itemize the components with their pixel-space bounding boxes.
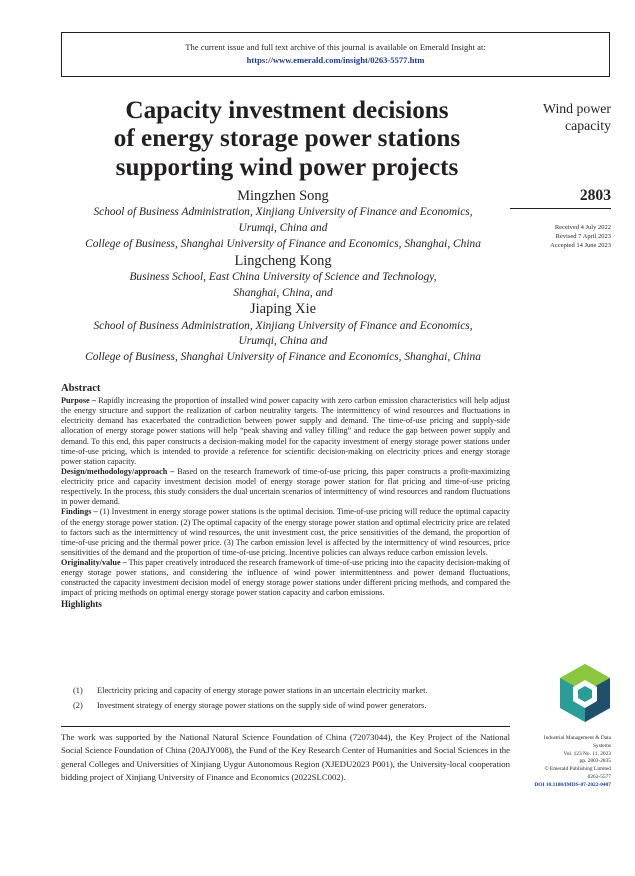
originality-text: This paper creatively introduced the research framework of time-of-use pricing into the capacity decision-making of energy storage power stations, and considering the influence of wind power intermittentness and power demand fluctuations, constructed the capacity investment decision model of energy storage power stations under different pricing methods, and compared the impact of pricing methods on optimal energy storage power station capacity and carbon emissions. (61, 558, 510, 598)
author-affiliation: Business School, East China University of Science and Technology, (129, 270, 437, 283)
highlight-text: Investment strategy of energy storage power stations on the supply side of wind power generators. (97, 701, 427, 710)
purpose-label: Purpose – (61, 396, 96, 405)
highlight-text: Electricity pricing and capacity of energy storage power stations in an uncertain electricity market. (97, 686, 428, 695)
author-name: Jiaping Xie (250, 301, 316, 318)
author-affiliation: College of Business, Shanghai University of Finance and Economics, Shanghai, China (85, 237, 481, 250)
journal-logo-icon (559, 663, 611, 723)
abstract-findings (61, 507, 510, 558)
journal-access-notice (61, 32, 610, 77)
journal-pages: pp. 2803-2835 (579, 758, 611, 765)
received-date: Received 4 July 2022 (554, 224, 611, 231)
highlight-number: (2) (73, 701, 83, 710)
author-affiliation: Urumqi, China and (238, 335, 328, 348)
notice-text: The current issue and full text archive of this journal is available on Emerald Insight at: (185, 42, 486, 52)
footnote-divider (61, 726, 510, 727)
abstract-heading: Abstract (61, 383, 101, 394)
journal-volume: Vol. 123 No. 11, 2023 (563, 750, 611, 757)
revised-date: Revised 7 April 2023 (555, 233, 611, 240)
journal-publisher: © Emerald Publishing Limited (544, 766, 611, 773)
author-affiliation: Shanghai, China, and (233, 286, 333, 299)
abstract-design (61, 467, 510, 508)
running-head-line: capacity (565, 118, 611, 133)
doi-link[interactable]: 10.1108/IMDS-07-2022-0407 (545, 781, 611, 788)
highlight-number: (1) (73, 686, 83, 695)
purpose-text: Rapidly increasing the proportion of installed wind power capacity with zero carbon emission characteristics will help adjust the energy structure and support the realization of carbon neutrality targets. The intermittency of wind resources and fluctuations in electricity demand has exacerbated the contradiction between power supply and demand. The time-of-use pricing and supply-side allocation of energy storage power stations will help “peak shaving and valley filling” and reduce the gap between power supply and demand. To this end, this paper constructs a decision-making model for the capacity investment of energy storage power stations under time-of-use pricing, which is intended to provide a reference for scientific decision-making on electricity prices and energy storage power station capacity. (61, 396, 510, 466)
accepted-date: Accepted 14 June 2023 (550, 242, 611, 249)
title-line: of energy storage power stations (113, 125, 461, 153)
author-affiliation: School of Business Administration, Xinjiang University of Finance and Economics, (93, 206, 473, 219)
sidebar-divider (510, 208, 611, 209)
highlight-item (73, 683, 518, 698)
journal-issn: 0263-5577 (587, 773, 611, 780)
highlights-list (73, 683, 518, 713)
abstract-section (61, 382, 510, 610)
running-head-line: Wind power (542, 101, 611, 116)
author-affiliation: School of Business Administration, Xinjiang University of Finance and Economics, (93, 319, 473, 332)
abstract-purpose (61, 396, 510, 467)
author-block (46, 188, 520, 366)
title-line: Capacity investment decisions (125, 97, 449, 124)
author-affiliation: College of Business, Shanghai University of Finance and Economics, Shanghai, China (85, 351, 481, 364)
journal-info (510, 735, 611, 790)
originality-label: Originality/value – (61, 558, 127, 567)
design-text: Based on the research framework of time-of-use pricing, this paper constructs a profit-maximizing electricity price and capacity investment decision model of energy storage power station for flat pricing and time-of-use pricing respectively. In the process, this study considers the dual uncertain scenarios of intermittency of wind resources and random fluctuations in power demand. (61, 466, 510, 507)
doi-label: DOI (534, 781, 545, 788)
highlight-item (73, 698, 518, 713)
highlights-heading: Highlights (61, 598, 102, 609)
author-name: Mingzhen Song (237, 188, 329, 204)
journal-doi (510, 782, 611, 790)
findings-label: Findings – (61, 507, 98, 517)
page-number: 2803 (579, 187, 611, 204)
author-affiliation: Urumqi, China and (238, 222, 328, 235)
running-head (510, 100, 611, 134)
journal-url-link[interactable]: https://www.emerald.com/insight/0263-5577.htm (246, 55, 425, 65)
journal-name: Systems (593, 742, 611, 749)
article-title (56, 97, 518, 182)
title-line: supporting wind power projects (115, 153, 459, 181)
abstract-originality (61, 558, 510, 599)
submission-dates (510, 223, 611, 250)
design-label: Design/methodology/approach – (61, 466, 175, 476)
funding-footnote: The work was supported by the National Natural Science Foundation of China (72073044), the Key Project of the National Social Science Foundation of China (20AJY008), the Fund of the Key Research Center of Humanities and Social Sciences in the general Colleges and Universities of Xinjiang Uygur Autonomous Region (XJEDU2023 P001), the University-local cooperation bidding project of Xinjiang University of Finance and Economics (2022SLC002). (61, 732, 510, 782)
findings-text: (1) Investment in energy storage power stations is the optimal decision. Time-of-use pricing will reduce the optimal capacity of the energy storage power station. (2) The optimal capacity of the energy storage power station and optimal electricity price are related to factors such as the intermittency of wind resources, the unit investment cost, the price sensitivities of the demand, the proportion of time-of-use pricing and the thermal power price. (3) The carbon emission level is affected by the intermittency of wind resources, price sensitivities of the demand and the proportion of time-of-use pricing. Incentive policies can always reduce carbon emission levels. (61, 507, 510, 557)
author-name: Lingcheng Kong (234, 252, 332, 269)
journal-name: Industrial Management & Data (543, 735, 611, 741)
